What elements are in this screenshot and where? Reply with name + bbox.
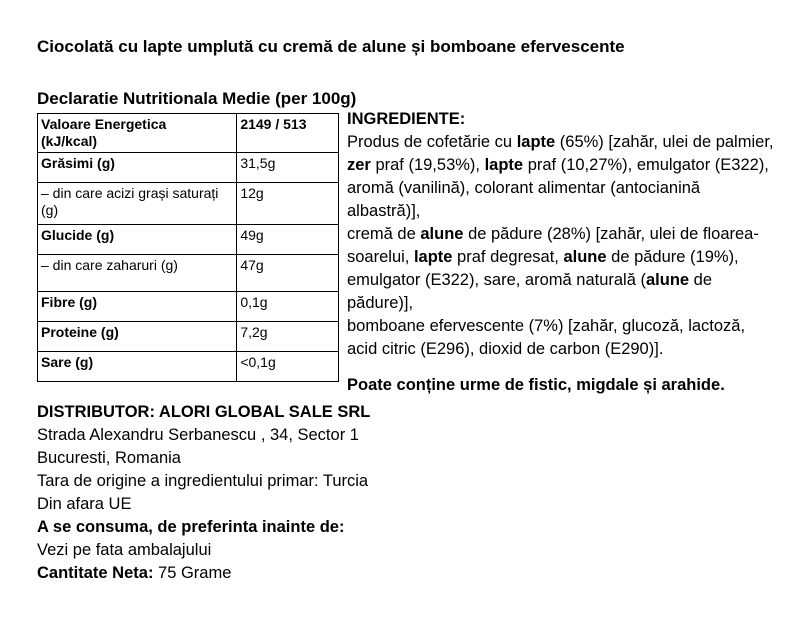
nutrition-declaration-title: Declaratie Nutritionala Medie (per 100g) [37,89,357,108]
energy-value: 2149 / 513 [237,114,339,153]
allergen-warning: Poate conține urme de fistic, migdale și arahide. [347,376,725,394]
nutrient-value: 49g [237,225,339,255]
ingredients-paragraph: cremă de alune de pădure (28%) [zahăr, ulei de floarea-soarelui, lapte praf degresat, alune de pădure (19%), emulgator (E322), sare, aromă naturală (alune de pădure)], [347,225,759,312]
ingredients-block [347,108,777,397]
table-row [38,255,339,292]
nutrient-label: Sare (g) [38,352,237,382]
table-row [38,153,339,183]
nutrient-label: – din care zaharuri (g) [38,255,237,292]
distributor-city: Bucuresti, Romania [37,449,181,467]
nutrient-value: 7,2g [237,322,339,352]
table-row [38,292,339,322]
nutrient-value: <0,1g [237,352,339,382]
nutrition-table [37,113,339,382]
best-before-label: A se consuma, de preferinta inainte de: [37,518,345,536]
energy-label: Valoare Energetica (kJ/kcal) [38,114,237,153]
net-quantity-value: 75 Grame [153,564,232,582]
net-quantity-label: Cantitate Neta: [37,564,154,582]
best-before-value: Vezi pe fata ambalajului [37,541,212,559]
nutrient-label: Fibre (g) [38,292,237,322]
nutrient-value: 0,1g [237,292,339,322]
table-row [38,352,339,382]
table-row [38,183,339,225]
table-row [38,114,339,153]
ingredients-heading: INGREDIENTE: [347,110,466,128]
origin-text: Din afara UE [37,495,132,513]
distributor-address: Strada Alexandru Serbanescu , 34, Sector 1 [37,426,359,444]
ingredients-paragraph: bomboane efervescente (7%) [zahăr, glucoză, lactoză, acid citric (E296), dioxid de carbon (E290)]. [347,317,746,358]
ingredients-paragraph: Produs de cofetărie cu lapte (65%) [zahăr, ulei de palmier, zer praf (19,53%), lapte praf (10,27%), emulgator (E322), aromă (vanilină), colorant alimentar (antocianină albastră)], [347,133,774,220]
distributor-block [37,401,537,585]
nutrient-label: Glucide (g) [38,225,237,255]
distributor-heading: DISTRIBUTOR: ALORI GLOBAL SALE SRL [37,403,371,421]
nutrient-value: 12g [237,183,339,225]
product-title: Ciocolată cu lapte umplută cu cremă de alune și bomboane efervescente [37,37,625,56]
nutrient-label: Proteine (g) [38,322,237,352]
origin-text: Tara de origine a ingredientului primar: Turcia [37,472,369,490]
nutrient-label: Grăsimi (g) [38,153,237,183]
table-row [38,322,339,352]
nutrient-label: – din care acizi grași saturați (g) [38,183,237,225]
net-quantity [37,562,537,585]
nutrient-value: 47g [237,255,339,292]
table-row [38,225,339,255]
nutrient-value: 31,5g [237,153,339,183]
